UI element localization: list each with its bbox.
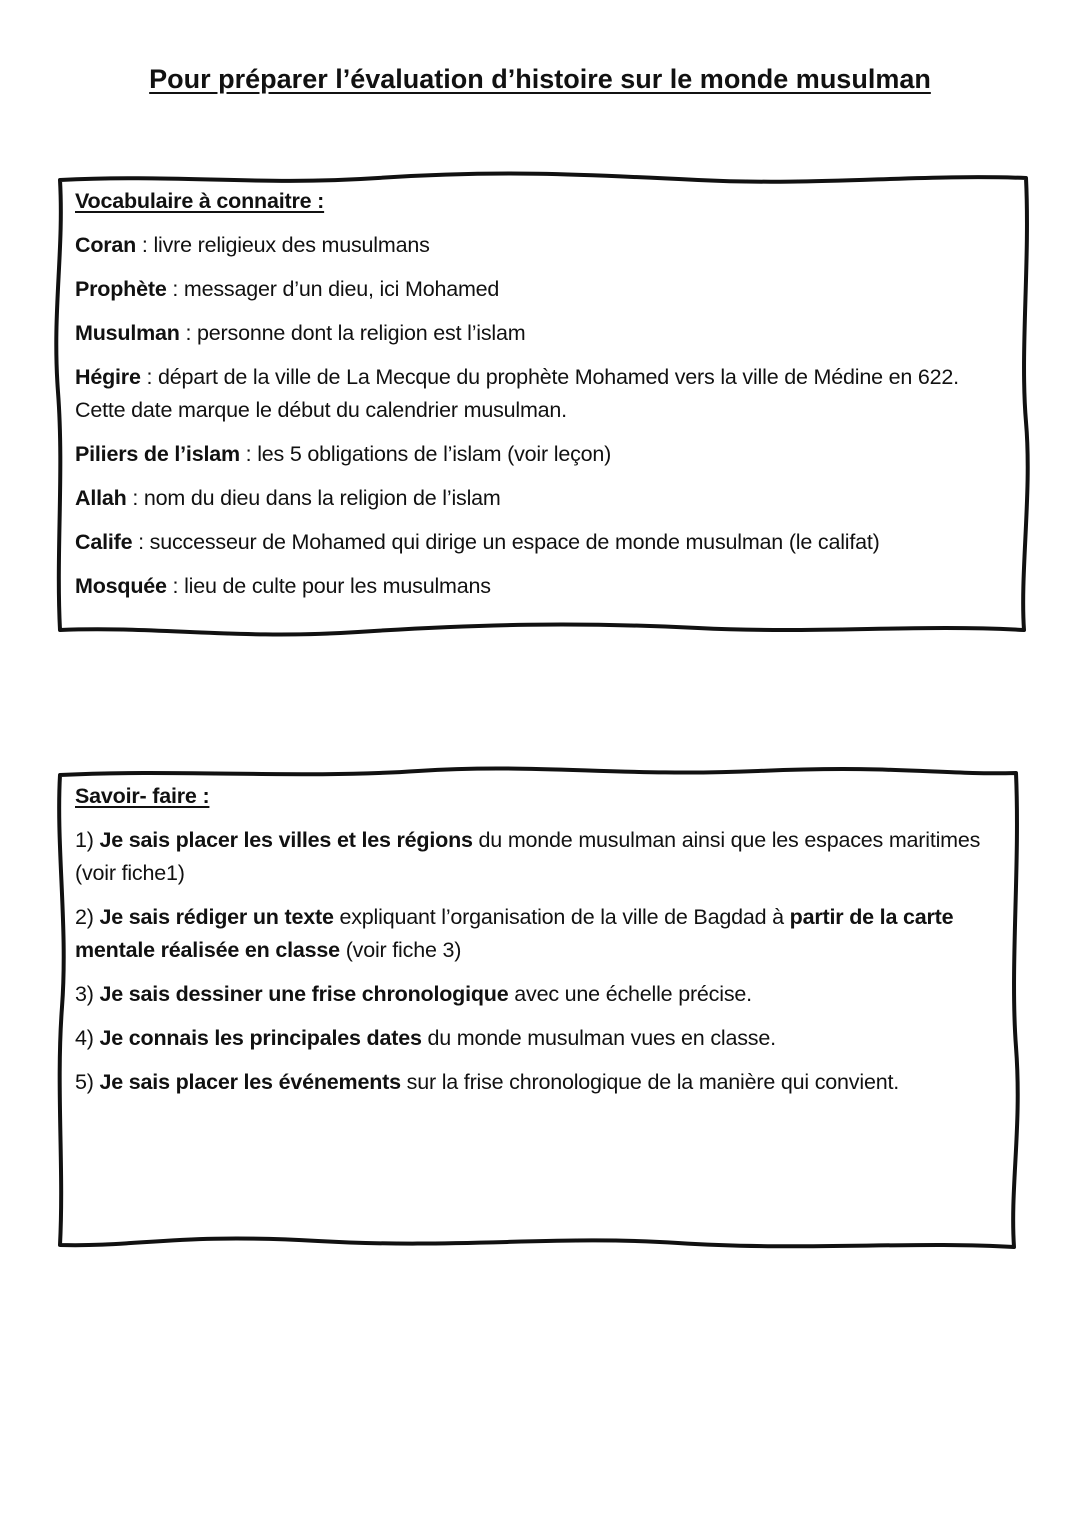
skill-text: (voir fiche 3) [339,938,462,962]
vocabulary-term: Allah [75,486,127,510]
vocabulary-definition: : messager d’un dieu, ici Mohamed [166,277,500,301]
vocabulary-item [75,317,1014,350]
skill-emphasis: Je connais les principales dates [99,1026,422,1050]
skills-list [75,824,1004,1099]
vocabulary-item [75,526,1014,559]
vocabulary-term: Calife [75,530,133,554]
skill-text: 5) [75,1070,100,1094]
skill-emphasis: Je sais placer les événements [99,1070,401,1094]
skill-text: du monde musulman ainsi que les espaces maritimes (voir fiche1) [75,828,981,885]
vocabulary-list [75,229,1014,603]
vocabulary-term: Hégire [75,365,141,389]
vocabulary-definition: : personne dont la religion est l’islam [179,321,526,345]
skills-heading: Savoir- faire : [75,784,210,808]
skill-text: 2) [75,905,100,929]
vocabulary-box [58,172,1028,635]
skill-item [75,1066,1004,1099]
vocabulary-item [75,570,1014,603]
skill-emphasis: Je sais dessiner une frise chronologique [99,982,509,1006]
skill-text: avec une échelle précise. [508,982,752,1006]
vocabulary-item [75,438,1014,471]
skill-emphasis: Je sais rédiger un texte [99,905,334,929]
vocabulary-item [75,229,1014,262]
skill-text: 3) [75,982,100,1006]
skill-emphasis: Je sais placer les villes et les régions [99,828,473,852]
vocabulary-definition: : les 5 obligations de l’islam (voir leçon) [239,442,612,466]
vocabulary-term: Mosquée [75,574,167,598]
vocabulary-term: Prophète [75,277,167,301]
vocabulary-term: Musulman [75,321,180,345]
skill-emphasis: partir de la carte mentale réalisée en classe [75,905,954,962]
vocabulary-term: Coran [75,233,137,257]
skill-item [75,901,1004,967]
skill-item [75,978,1004,1011]
skill-text: expliquant l’organisation de la ville de Bagdad à [333,905,790,929]
skill-item [75,824,1004,890]
vocabulary-item [75,273,1014,306]
vocabulary-definition: : départ de la ville de La Mecque du prophète Mohamed vers la ville de Médine en 622. Cette date marque le début du calendrier musulman. [75,365,959,422]
skill-text: 4) [75,1026,100,1050]
vocabulary-definition: : livre religieux des musulmans [136,233,430,257]
vocabulary-definition: : nom du dieu dans la religion de l’islam [126,486,501,510]
vocabulary-term: Piliers de l’islam [75,442,240,466]
skills-box [58,767,1018,1252]
page-title: Pour préparer l’évaluation d’histoire sur le monde musulman [149,64,931,94]
skill-item [75,1022,1004,1055]
skill-text: sur la frise chronologique de la manière qui convient. [400,1070,899,1094]
vocabulary-definition: : lieu de culte pour les musulmans [166,574,491,598]
vocabulary-item [75,361,1014,427]
skill-text: du monde musulman vues en classe. [421,1026,776,1050]
vocabulary-item [75,482,1014,515]
skill-text: 1) [75,828,100,852]
vocabulary-definition: : successeur de Mohamed qui dirige un espace de monde musulman (le califat) [132,530,880,554]
vocabulary-heading: Vocabulaire à connaitre : [75,189,325,213]
